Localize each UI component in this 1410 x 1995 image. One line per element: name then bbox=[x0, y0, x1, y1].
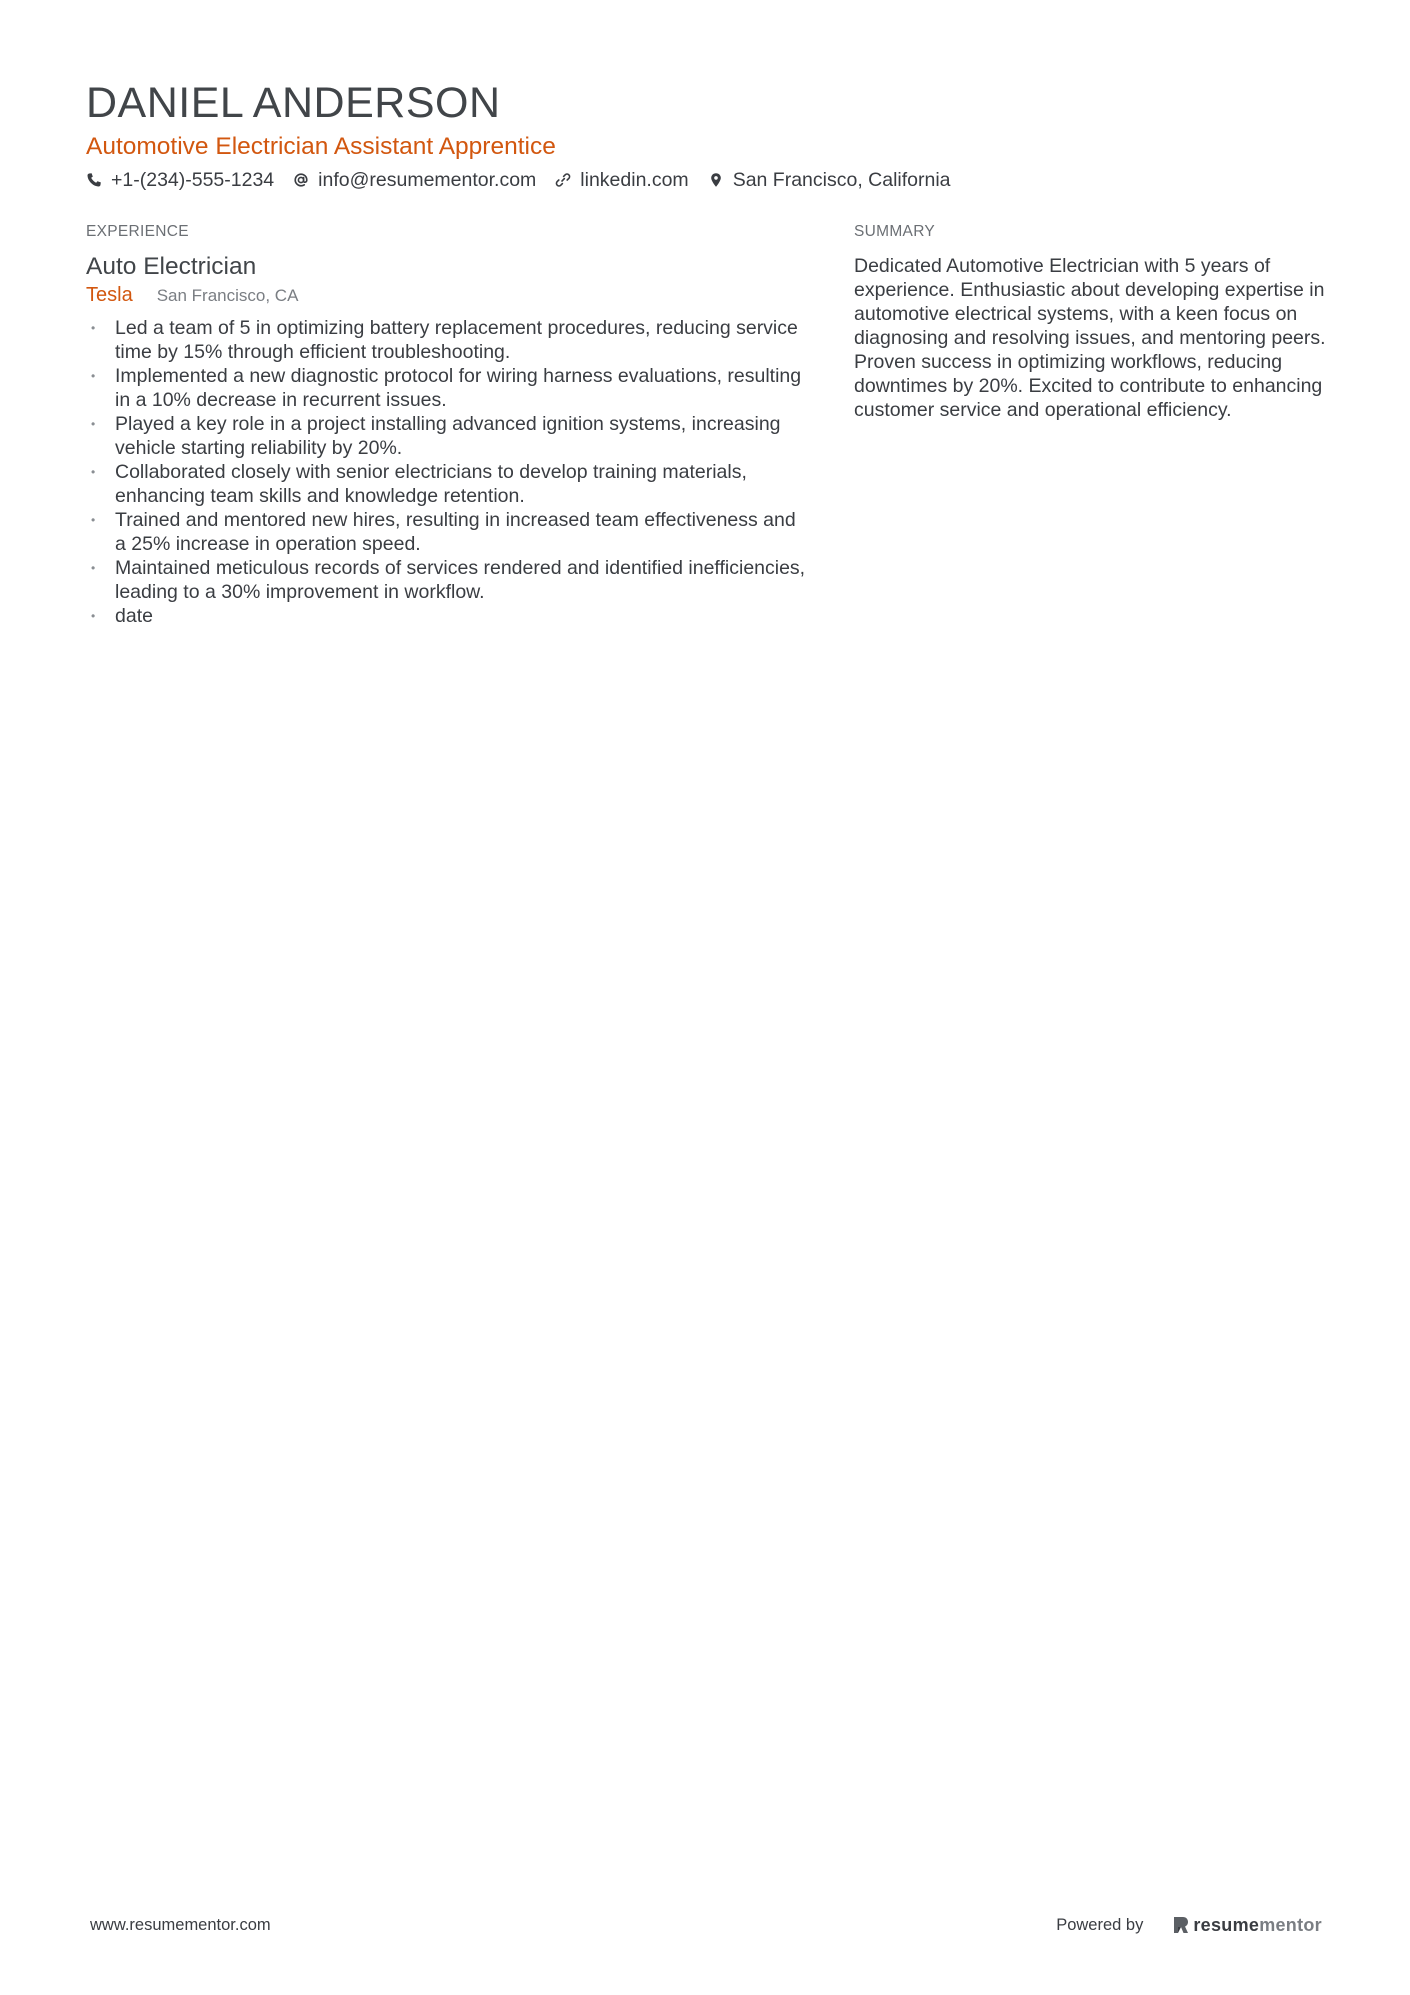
contact-email[interactable] bbox=[293, 167, 536, 193]
bullet-icon: • bbox=[91, 465, 96, 479]
list-item: • Led a team of 5 in optimizing battery replacement procedures, reducing service time by 15% through efficient troubleshooting. bbox=[91, 317, 798, 363]
bullet-icon: • bbox=[91, 561, 96, 575]
company-line bbox=[86, 283, 806, 308]
at-icon bbox=[293, 172, 309, 188]
experience-title: EXPERIENCE bbox=[86, 223, 189, 240]
job-title: Auto Electrician bbox=[86, 253, 257, 280]
list-item: • date bbox=[91, 605, 153, 627]
candidate-name: DANIEL ANDERSON bbox=[86, 79, 501, 127]
footer-url[interactable]: www.resumementor.com bbox=[90, 1915, 271, 1934]
job-entry bbox=[86, 252, 806, 628]
company-name: Tesla bbox=[86, 284, 133, 306]
summary-title: SUMMARY bbox=[854, 223, 936, 240]
link-icon bbox=[555, 172, 571, 188]
list-item: • Implemented a new diagnostic protocol for wiring harness evaluations, resulting in a 10% decrease in recurrent issues. bbox=[91, 365, 802, 411]
list-item: • Played a key role in a project installing advanced ignition systems, increasing vehicle starting reliability by 20%. bbox=[91, 413, 781, 459]
contact-email-text[interactable]: info@resumementor.com bbox=[318, 169, 537, 191]
bullet-icon: • bbox=[91, 417, 96, 431]
bullet-icon: • bbox=[91, 609, 96, 623]
list-item: • Trained and mentored new hires, resulting in increased team effectiveness and a 25% increase in operation speed. bbox=[91, 509, 796, 555]
brand-logo[interactable] bbox=[1173, 1915, 1322, 1936]
experience-section bbox=[86, 222, 806, 628]
powered-by-label: Powered by bbox=[1056, 1915, 1144, 1934]
contact-bar bbox=[86, 167, 1326, 193]
bullet-icon: • bbox=[91, 369, 96, 383]
candidate-headline: Automotive Electrician Assistant Apprentice bbox=[86, 133, 556, 160]
page-footer bbox=[90, 1910, 1322, 1940]
contact-location-text: San Francisco, California bbox=[732, 169, 951, 191]
contact-location bbox=[708, 167, 951, 193]
location-pin-icon bbox=[708, 172, 724, 188]
job-location: San Francisco, CA bbox=[156, 286, 299, 305]
summary-section bbox=[854, 222, 1334, 422]
contact-phone bbox=[86, 167, 274, 193]
phone-icon bbox=[86, 172, 102, 188]
list-item: • Maintained meticulous records of services rendered and identified inefficiencies, leading to a 30% improvement in workflow. bbox=[91, 557, 806, 603]
resumementor-logo-icon bbox=[1173, 1915, 1189, 1935]
bullet-icon: • bbox=[91, 321, 96, 335]
resume-header bbox=[86, 78, 1326, 193]
summary-text: Dedicated Automotive Electrician with 5 years of experience. Enthusiastic about developing expertise in automotive electrical systems, with a keen focus on diagnosing and resolving issues, and mentoring peers. Proven success in optimizing workflows, reducing downtimes by 20%. Excited to contribute to enhancing customer service and operational efficiency. bbox=[854, 255, 1326, 421]
contact-linkedin-text[interactable]: linkedin.com bbox=[580, 169, 689, 191]
brand-wordmark: resumementor bbox=[1193, 1914, 1322, 1935]
powered-by bbox=[1056, 1915, 1322, 1936]
contact-phone-text: +1-(234)-555-1234 bbox=[111, 169, 275, 191]
contact-linkedin[interactable] bbox=[555, 167, 688, 193]
bullet-icon: • bbox=[91, 513, 96, 527]
job-bullets bbox=[86, 316, 806, 628]
list-item: • Collaborated closely with senior electricians to develop training materials, enhancing team skills and knowledge retention. bbox=[91, 461, 747, 507]
